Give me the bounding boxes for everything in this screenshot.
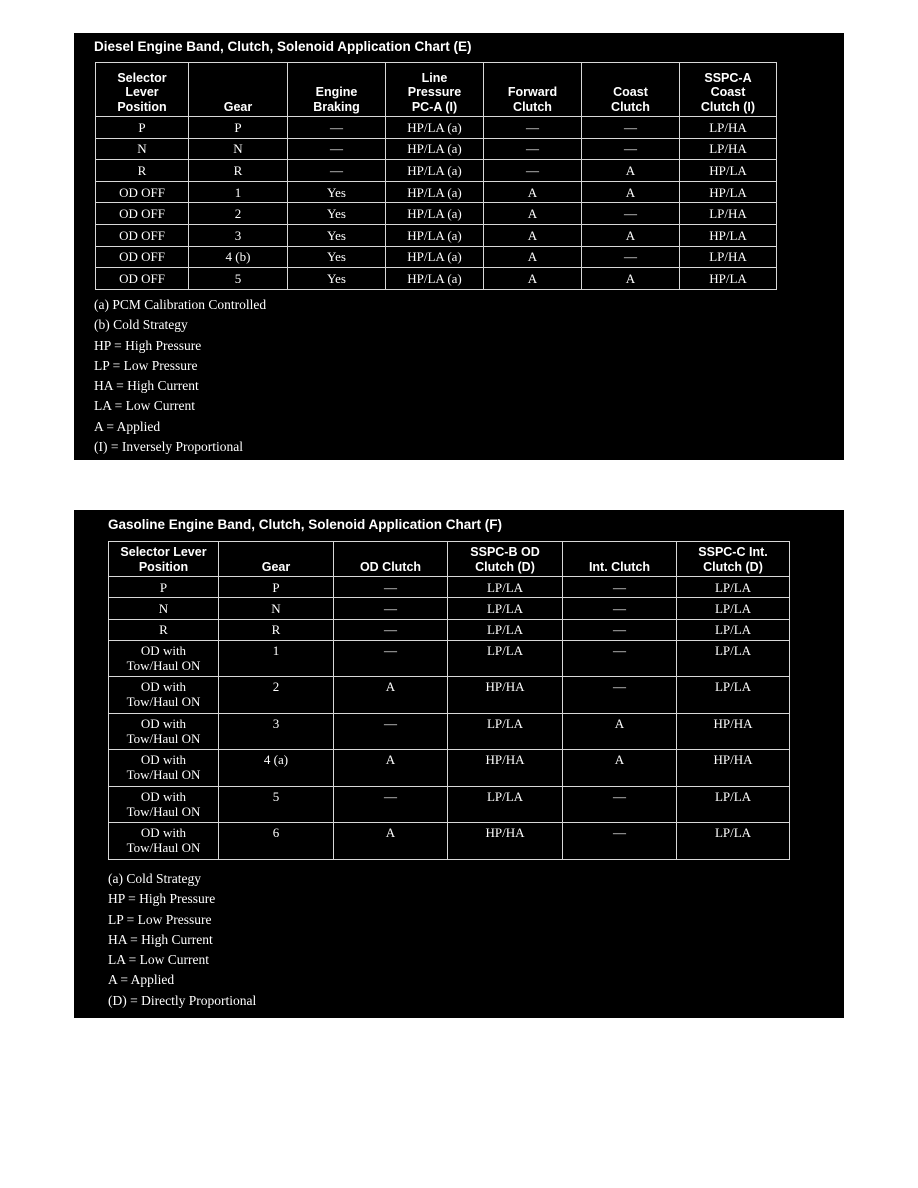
diesel-header-line: SSPC-A — [704, 70, 752, 85]
gasoline-table-cell: — — [563, 619, 677, 640]
diesel-table-cell: HP/LA (a) — [386, 203, 484, 225]
diesel-table-cell: Yes — [288, 224, 386, 246]
diesel-header-line: Gear — [223, 99, 253, 114]
diesel-table-cell: — — [288, 160, 386, 182]
gasoline-table-body — [109, 577, 790, 860]
gasoline-header-line: SSPC-B OD — [470, 545, 540, 559]
gasoline-table-cell: — — [334, 598, 448, 619]
gasoline-table-cell: 1 — [219, 640, 334, 677]
gasoline-table-cell: LP/LA — [677, 577, 790, 598]
gasoline-note-item: HP = High Pressure — [108, 891, 216, 907]
gasoline-table-cell: A — [334, 823, 448, 860]
gasoline-table-cell: LP/LA — [677, 786, 790, 823]
diesel-table-cell: A — [582, 224, 680, 246]
gasoline-table-row — [109, 823, 790, 860]
diesel-header-cell — [484, 63, 582, 117]
diesel-table-cell: — — [288, 117, 386, 139]
gasoline-cell-line: Tow/Haul ON — [126, 767, 201, 783]
diesel-table-cell: — — [484, 117, 582, 139]
gasoline-note-item: (a) Cold Strategy — [108, 871, 201, 886]
diesel-table-row — [96, 203, 777, 225]
diesel-table-cell: HP/LA (a) — [386, 246, 484, 268]
diesel-table-cell: Yes — [288, 268, 386, 290]
diesel-table-cell: N — [96, 138, 189, 160]
gasoline-table-row — [109, 786, 790, 823]
gasoline-table-cell: HP/HA — [448, 750, 563, 787]
gasoline-header-cell — [448, 542, 563, 577]
gasoline-cell-line: OD with — [140, 788, 187, 804]
gasoline-table-cell: HP/HA — [677, 750, 790, 787]
gasoline-table-cell — [109, 677, 219, 714]
diesel-table-cell: HP/LA (a) — [386, 138, 484, 160]
gasoline-table-cell: — — [334, 577, 448, 598]
diesel-header-cell — [680, 63, 777, 117]
gasoline-note-item: LA = Low Current — [108, 952, 209, 968]
diesel-table-cell: LP/HA — [680, 203, 777, 225]
gasoline-table-cell: — — [563, 823, 677, 860]
gasoline-table-cell: LP/LA — [677, 619, 790, 640]
diesel-table-row — [96, 246, 777, 268]
diesel-header-line: Position — [117, 99, 167, 114]
diesel-table-cell: A — [582, 268, 680, 290]
diesel-table-row — [96, 160, 777, 182]
gasoline-cell-line: Tow/Haul ON — [126, 803, 201, 819]
diesel-header-line: Selector — [117, 70, 167, 85]
gasoline-table-cell: LP/LA — [448, 713, 563, 750]
diesel-table-cell: 3 — [189, 224, 288, 246]
diesel-table-cell: A — [582, 181, 680, 203]
diesel-header-line: Clutch — [513, 99, 552, 114]
gasoline-table-cell: — — [334, 713, 448, 750]
gasoline-table-row — [109, 750, 790, 787]
diesel-table-cell: P — [189, 117, 288, 139]
gasoline-table-cell — [109, 577, 219, 598]
gasoline-cell-line: OD with — [140, 825, 187, 841]
diesel-table-body — [96, 117, 777, 290]
gasoline-header-line: Clutch (D) — [475, 559, 535, 574]
diesel-table-cell: LP/HA — [680, 246, 777, 268]
diesel-table-cell: LP/HA — [680, 117, 777, 139]
diesel-table-cell: 5 — [189, 268, 288, 290]
diesel-header-line: Engine — [315, 85, 358, 99]
diesel-header-cell — [189, 63, 288, 117]
gasoline-table-cell: HP/HA — [448, 823, 563, 860]
diesel-table-cell: 2 — [189, 203, 288, 225]
diesel-header-line: Lever — [125, 85, 159, 99]
gasoline-chart-panel — [74, 510, 844, 1018]
diesel-header-cell — [96, 63, 189, 117]
gasoline-table-cell: — — [563, 577, 677, 598]
diesel-table-row — [96, 181, 777, 203]
gasoline-table-cell — [109, 619, 219, 640]
diesel-note-item: HP = High Pressure — [94, 337, 202, 353]
diesel-table-row — [96, 138, 777, 160]
gasoline-table-cell: P — [219, 577, 334, 598]
gasoline-table-row — [109, 677, 790, 714]
gasoline-table-cell: — — [563, 598, 677, 619]
gasoline-table-cell: 3 — [219, 713, 334, 750]
gasoline-table-cell: 6 — [219, 823, 334, 860]
gasoline-table-cell: HP/HA — [448, 677, 563, 714]
gasoline-table-cell: LP/LA — [677, 598, 790, 619]
diesel-table-cell: A — [582, 160, 680, 182]
gasoline-note-item: LP = Low Pressure — [108, 911, 212, 927]
gasoline-table-cell: A — [334, 750, 448, 787]
diesel-header-line: PC-A (I) — [411, 99, 458, 114]
gasoline-table-cell: LP/LA — [448, 598, 563, 619]
diesel-table-cell: OD OFF — [96, 246, 189, 268]
gasoline-table-row — [109, 640, 790, 677]
diesel-note-item: HA = High Current — [94, 378, 199, 394]
diesel-note-item: LA = Low Current — [94, 398, 195, 414]
gasoline-header-row — [109, 542, 790, 577]
diesel-table-cell: — — [484, 138, 582, 160]
gasoline-table-cell — [109, 713, 219, 750]
gasoline-table-cell: LP/LA — [677, 823, 790, 860]
gasoline-chart-table — [108, 541, 790, 860]
diesel-header-line: Coast — [613, 85, 648, 99]
gasoline-table-cell: — — [563, 786, 677, 823]
gasoline-table-cell: — — [563, 640, 677, 677]
gasoline-table-cell: LP/LA — [448, 577, 563, 598]
diesel-header-cell — [386, 63, 484, 117]
gasoline-table-cell — [109, 640, 219, 677]
gasoline-header-cell — [677, 542, 790, 577]
gasoline-header-line: Position — [138, 559, 189, 574]
gasoline-table-cell: A — [334, 677, 448, 714]
gasoline-chart-title: Gasoline Engine Band, Clutch, Solenoid Application Chart (F) — [108, 517, 503, 532]
gasoline-header-line: Int. Clutch — [588, 559, 651, 574]
diesel-table-cell: OD OFF — [96, 181, 189, 203]
diesel-header-cell — [288, 63, 386, 117]
diesel-table-cell: 1 — [189, 181, 288, 203]
diesel-header-line: Pressure — [407, 85, 462, 99]
gasoline-header-cell — [219, 542, 334, 577]
diesel-table-cell: Yes — [288, 181, 386, 203]
gasoline-table-cell: — — [563, 677, 677, 714]
diesel-table-cell: R — [189, 160, 288, 182]
gasoline-table-cell: LP/LA — [448, 640, 563, 677]
gasoline-cell-line: Tow/Haul ON — [126, 694, 201, 710]
gasoline-header-line: SSPC-C Int. — [698, 545, 768, 559]
gasoline-note-item: (D) = Directly Proportional — [108, 992, 257, 1008]
gasoline-header-line: Selector Lever — [120, 545, 207, 559]
gasoline-table-cell: LP/LA — [448, 619, 563, 640]
diesel-chart-panel — [74, 33, 844, 460]
diesel-header-line: Clutch — [611, 99, 650, 114]
diesel-table-cell: — — [582, 138, 680, 160]
gasoline-cell-line: Tow/Haul ON — [126, 840, 201, 856]
diesel-table-cell: Yes — [288, 203, 386, 225]
gasoline-table-cell: 4 (a) — [219, 750, 334, 787]
diesel-header-line: Braking — [313, 99, 360, 114]
gasoline-table-cell: 5 — [219, 786, 334, 823]
gasoline-header-cell — [563, 542, 677, 577]
gasoline-table-cell: HP/HA — [677, 713, 790, 750]
diesel-table-cell: HP/LA — [680, 160, 777, 182]
diesel-table-cell: R — [96, 160, 189, 182]
gasoline-notes — [108, 869, 256, 1011]
diesel-table-cell: — — [582, 203, 680, 225]
diesel-note-item: A = Applied — [94, 418, 161, 434]
diesel-table-cell: HP/LA — [680, 268, 777, 290]
gasoline-table-cell: R — [219, 619, 334, 640]
gasoline-table-row — [109, 598, 790, 619]
diesel-header-line: Forward — [507, 85, 558, 99]
diesel-note-item: LP = Low Pressure — [94, 357, 198, 373]
diesel-table-cell: Yes — [288, 246, 386, 268]
diesel-table-cell: HP/LA (a) — [386, 117, 484, 139]
diesel-table-cell: — — [288, 138, 386, 160]
diesel-table-cell: OD OFF — [96, 268, 189, 290]
gasoline-cell-line: Tow/Haul ON — [126, 730, 201, 746]
diesel-notes — [94, 295, 266, 457]
diesel-chart-table — [95, 62, 777, 290]
gasoline-note-item: A = Applied — [108, 972, 175, 988]
gasoline-table-cell: LP/LA — [448, 786, 563, 823]
diesel-table-cell: OD OFF — [96, 224, 189, 246]
diesel-table-cell: A — [484, 268, 582, 290]
diesel-header-line: Line — [421, 70, 448, 85]
gasoline-table-cell: — — [334, 619, 448, 640]
diesel-note-item: (a) PCM Calibration Controlled — [94, 297, 267, 312]
diesel-chart-title: Diesel Engine Band, Clutch, Solenoid Application Chart (E) — [94, 39, 472, 54]
gasoline-table-cell: A — [563, 713, 677, 750]
diesel-table-cell: HP/LA — [680, 181, 777, 203]
gasoline-header-cell — [334, 542, 448, 577]
diesel-table-cell: A — [484, 181, 582, 203]
gasoline-table-cell — [109, 823, 219, 860]
gasoline-table-cell: 2 — [219, 677, 334, 714]
diesel-table-cell: HP/LA (a) — [386, 268, 484, 290]
diesel-header-line: Coast — [710, 85, 746, 99]
diesel-table-cell: HP/LA (a) — [386, 224, 484, 246]
gasoline-table-cell: N — [219, 598, 334, 619]
gasoline-table-cell — [109, 598, 219, 619]
diesel-table-cell: HP/LA (a) — [386, 160, 484, 182]
gasoline-header-line: OD Clutch — [359, 559, 422, 574]
diesel-table-cell: OD OFF — [96, 203, 189, 225]
gasoline-cell-line: OD with — [140, 715, 187, 731]
diesel-note-item: (b) Cold Strategy — [94, 317, 188, 333]
gasoline-cell-line: OD with — [140, 679, 187, 695]
diesel-note-item: (I) = Inversely Proportional — [94, 439, 243, 455]
gasoline-table-row — [109, 577, 790, 598]
gasoline-table-cell — [109, 786, 219, 823]
diesel-table-cell: — — [582, 117, 680, 139]
gasoline-cell-line: OD with — [140, 752, 187, 768]
diesel-table-cell: — — [582, 246, 680, 268]
gasoline-table-cell — [109, 750, 219, 787]
gasoline-table-row — [109, 619, 790, 640]
diesel-table-row — [96, 268, 777, 290]
gasoline-note-item: HA = High Current — [108, 931, 213, 947]
gasoline-header-line: Gear — [261, 559, 291, 574]
diesel-table-row — [96, 117, 777, 139]
diesel-table-cell: 4 (b) — [189, 246, 288, 268]
diesel-table-cell: HP/LA — [680, 224, 777, 246]
diesel-table-cell: LP/HA — [680, 138, 777, 160]
gasoline-table-cell: A — [563, 750, 677, 787]
diesel-table-cell: A — [484, 203, 582, 225]
gasoline-table-cell: LP/LA — [677, 677, 790, 714]
gasoline-table-cell: LP/LA — [677, 640, 790, 677]
diesel-table-cell: HP/LA (a) — [386, 181, 484, 203]
gasoline-table-row — [109, 713, 790, 750]
diesel-table-cell: — — [484, 160, 582, 182]
diesel-table-cell: A — [484, 224, 582, 246]
diesel-header-row — [96, 63, 777, 117]
diesel-table-cell: N — [189, 138, 288, 160]
diesel-header-line: Clutch (I) — [700, 99, 756, 114]
gasoline-header-cell — [109, 542, 219, 577]
gasoline-table-cell: — — [334, 640, 448, 677]
gasoline-header-line: Clutch (D) — [703, 559, 763, 574]
gasoline-cell-line: OD with — [140, 642, 187, 658]
diesel-table-cell: P — [96, 117, 189, 139]
diesel-header-cell — [582, 63, 680, 117]
gasoline-table-cell: — — [334, 786, 448, 823]
gasoline-cell-line: R — [159, 622, 168, 638]
gasoline-cell-line: P — [159, 579, 168, 595]
gasoline-cell-line: N — [158, 600, 169, 616]
diesel-table-row — [96, 224, 777, 246]
diesel-table-cell: A — [484, 246, 582, 268]
gasoline-cell-line: Tow/Haul ON — [126, 657, 201, 673]
